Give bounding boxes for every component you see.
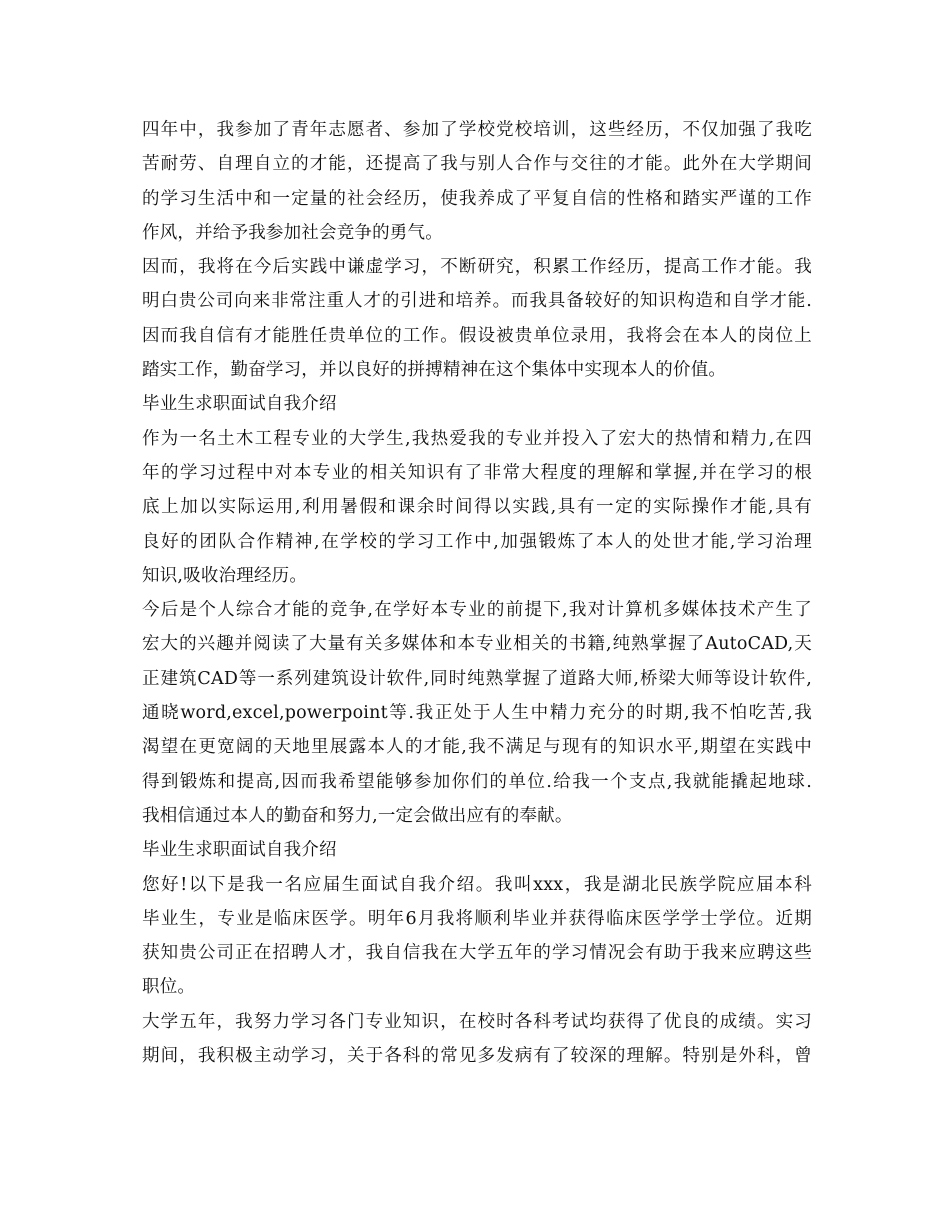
text-line: 得到锻炼和提高,因而我希望能够参加你们的单位.给我一个支点,我就能撬起地球. [142, 771, 812, 792]
text-line: 宏大的兴趣并阅读了大量有关多媒体和本专业相关的书籍,纯熟掌握了AutoCAD,天 [142, 634, 812, 655]
body-paragraph [142, 250, 812, 387]
text-line: 因而，我将在今后实践中谦虚学习，不断研究，积累工作经历，提高工作才能。我 [142, 257, 812, 278]
text-line: 明白贵公司向来非常注重人才的引进和培养。而我具备较好的知识构造和自学才能. [142, 291, 812, 312]
text-line: 知识,吸收治理经历。 [142, 565, 308, 586]
text-line: 我相信通过本人的勤奋和努力,一定会做出应有的奉献。 [142, 805, 573, 826]
text-line: 您好!以下是我一名应届生面试自我介绍。我叫xxx，我是湖北民族学院应届本科 [142, 874, 812, 895]
heading-text: 毕业生求职面试自我介绍 [142, 840, 337, 861]
text-line: 通晓word,excel,powerpoint等.我正处于人生中精力充分的时期,我不怕吃苦,我 [142, 703, 812, 724]
text-line: 大学五年，我努力学习各门专业知识，在校时各科考试均获得了优良的成绩。实习 [142, 1011, 812, 1032]
text-line: 毕业生，专业是临床医学。明年6月我将顺利毕业并获得临床医学学士学位。近期 [142, 908, 812, 929]
text-line: 苦耐劳、自理自立的才能，还提高了我与别人合作与交往的才能。此外在大学期间 [142, 154, 812, 175]
section-heading [142, 387, 812, 421]
text-line: 获知贵公司正在招聘人才，我自信我在大学五年的学习情况会有助于我来应聘这些 [142, 943, 812, 964]
text-line: 年的学习过程中对本专业的相关知识有了非常大程度的理解和掌握,并在学习的根 [142, 462, 812, 483]
text-line: 渴望在更宽阔的天地里展露本人的才能,我不满足与现有的知识水平,期望在实践中 [142, 737, 812, 758]
text-line: 良好的团队合作精神,在学校的学习工作中,加强锻炼了本人的处世才能,学习治理 [142, 531, 812, 552]
document-body [142, 113, 812, 1073]
body-paragraph [142, 113, 812, 250]
heading-text: 毕业生求职面试自我介绍 [142, 394, 337, 415]
text-line: 四年中，我参加了青年志愿者、参加了学校党校培训，这些经历，不仅加强了我吃 [142, 120, 812, 140]
text-line: 作风，并给予我参加社会竞争的勇气。 [142, 222, 443, 243]
text-line: 今后是个人综合才能的竞争,在学好本专业的前提下,我对计算机多媒体技术产生了 [142, 600, 812, 621]
section-heading [142, 833, 812, 867]
text-line: 因而我自信有才能胜任贵单位的工作。假设被贵单位录用，我将会在本人的岗位上 [142, 325, 812, 346]
body-paragraph [142, 868, 812, 1005]
text-line: 职位。 [142, 977, 196, 998]
body-paragraph [142, 1005, 812, 1074]
text-line: 作为一名土木工程专业的大学生,我热爱我的专业并投入了宏大的热情和精力,在四 [142, 428, 812, 449]
text-line: 正建筑CAD等一系列建筑设计软件,同时纯熟掌握了道路大师,桥梁大师等设计软件, [142, 668, 812, 689]
body-paragraph [142, 422, 812, 593]
text-line: 期间，我积极主动学习，关于各科的常见多发病有了较深的理解。特别是外科，曾 [142, 1046, 812, 1067]
text-line: 的学习生活中和一定量的社会经历，使我养成了平复自信的性格和踏实严谨的工作 [142, 188, 812, 209]
body-paragraph [142, 593, 812, 833]
text-line: 底上加以实际运用,利用暑假和课余时间得以实践,具有一定的实际操作才能,具有 [142, 497, 812, 518]
text-line: 踏实工作，勤奋学习，并以良好的拼搏精神在这个集体中实现本人的价值。 [142, 360, 727, 381]
